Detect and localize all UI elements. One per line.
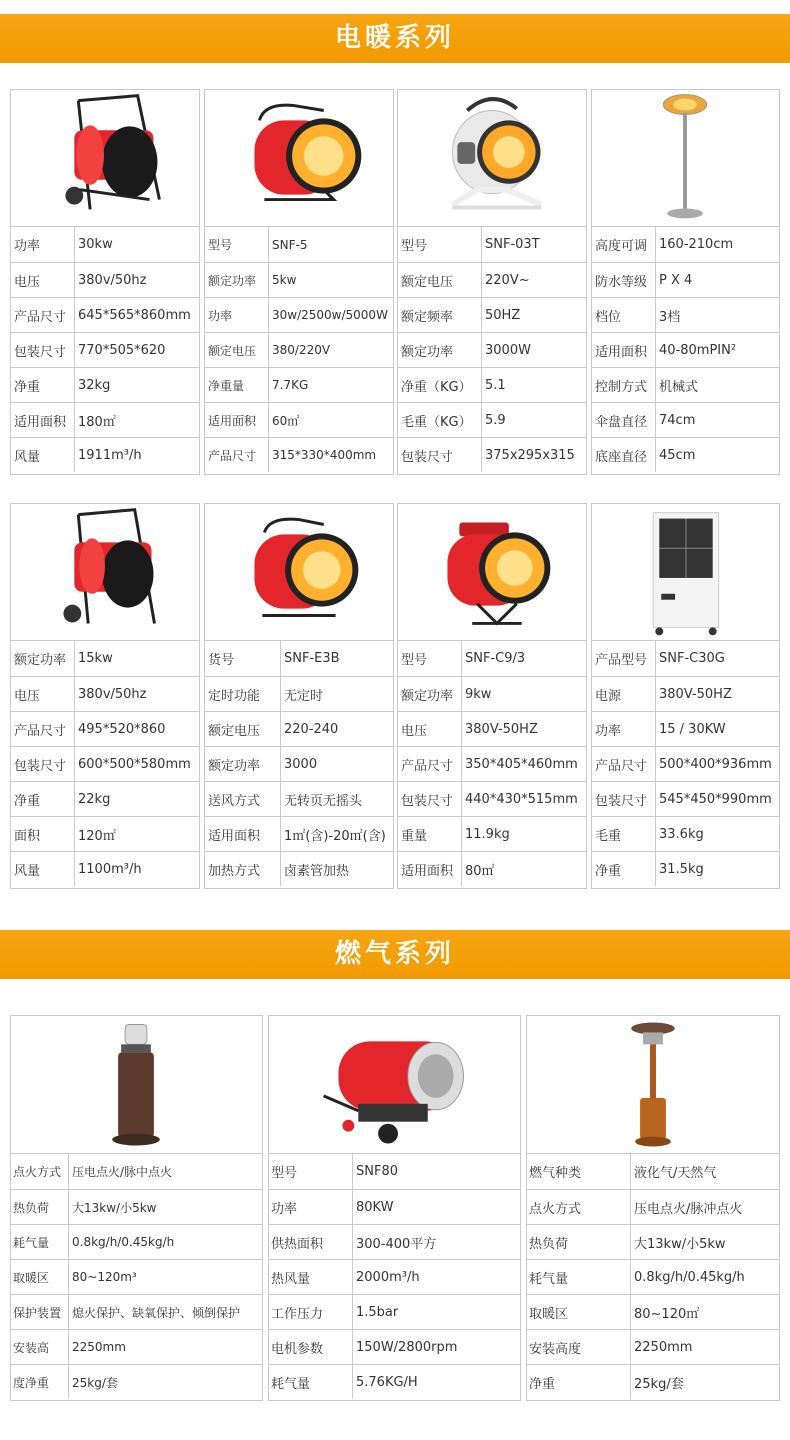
spec-value: 5.76KG/H [356,1374,418,1390]
spec-row [592,332,779,367]
spec-table [527,1154,779,1400]
spec-row [398,711,586,746]
spec-value: 80~120m³ [72,1270,137,1284]
spec-row [398,227,586,262]
spec-value: 大13kw/小5kw [72,1200,157,1215]
spec-row [592,641,779,676]
spec-value: 150W/2800rpm [356,1339,458,1355]
spec-value: 440*430*515mm [465,791,578,807]
spec-label: 适用面积 [398,852,462,886]
spec-row [11,746,199,781]
spec-value: SNF-E3B [284,651,340,666]
spec-value: 3档 [659,309,681,325]
section-title: 电暖系列 [334,23,455,53]
spec-label: 定时功能 [205,677,281,711]
spec-label: 额定电压 [398,263,482,297]
spec-value: P X 4 [659,272,693,288]
product-card-e3 [591,89,780,475]
spec-row [205,262,393,297]
spec-value: 大13kw/小5kw [634,1236,726,1252]
spec-row [205,402,393,437]
spec-label: 电源 [592,677,656,711]
spec-value: 380V-50HZ [659,686,732,702]
spec-row [205,781,393,816]
spec-value: 卤素管加热 [284,863,350,879]
spec-label: 送风方式 [205,782,281,816]
spec-value: 熄火保护、缺氧保护、倾倒保护 [72,1305,241,1320]
spec-label: 适用面积 [11,403,75,437]
spec-value: 120㎡ [78,828,116,844]
spec-label: 电压 [11,263,75,297]
product-photo [398,504,586,641]
spec-value: SNF-C30G [659,651,725,666]
spec-row [11,332,199,367]
spec-value: 15 / 30KW [659,721,726,737]
spec-value: 22kg [78,791,111,807]
spec-row [205,641,393,676]
spec-label: 净重（KG） [398,368,482,402]
spec-value: 5kw [272,273,297,287]
spec-label: 风量 [11,852,75,886]
spec-row [398,262,586,297]
product-card-e5 [204,503,394,889]
spec-row [11,297,199,332]
spec-row [592,851,779,886]
spec-row [269,1224,520,1259]
spec-row [592,746,779,781]
spec-value: 220-240 [284,721,339,737]
spec-row [592,711,779,746]
spec-value: 压电点火/脉冲点火 [634,1201,743,1217]
spec-value: 2000m³/h [356,1269,420,1285]
product-photo [11,1016,262,1154]
spec-row [269,1189,520,1224]
spec-label: 净重 [592,852,656,886]
spec-label: 额定功率 [398,677,462,711]
spec-row [205,711,393,746]
spec-row [527,1259,779,1294]
spec-value: 80KW [356,1199,394,1215]
spec-value: 160-210cm [659,237,734,252]
spec-table [11,641,199,888]
spec-label: 包装尺寸 [398,438,482,472]
spec-label: 电机参数 [269,1330,353,1364]
spec-row [269,1154,520,1189]
spec-value: 2250mm [634,1339,693,1355]
spec-row [11,1364,262,1399]
spec-row [11,402,199,437]
spec-value: 1911m³/h [78,447,142,463]
spec-value: 31.5kg [659,861,704,877]
spec-row [11,367,199,402]
spec-label: 产品尺寸 [11,712,75,746]
spec-value: 0.8kg/h/0.45kg/h [634,1269,745,1285]
spec-row [398,781,586,816]
product-photo [11,90,199,227]
spec-row [11,227,199,262]
spec-value: 380v/50hz [78,272,147,288]
spec-label: 燃气种类 [527,1154,631,1189]
product-card-g1 [268,1015,521,1401]
spec-value: 545*450*990mm [659,791,772,807]
spec-label: 功率 [592,712,656,746]
spec-value: 1.5bar [356,1304,399,1320]
spec-row [205,746,393,781]
spec-row [592,367,779,402]
spec-value: 压电点火/脉中点火 [72,1165,173,1179]
spec-value: 3000 [284,756,318,772]
spec-label: 包装尺寸 [11,747,75,781]
spec-value: 60㎡ [272,413,300,428]
spec-label: 耗气量 [11,1225,69,1259]
spec-row [527,1224,779,1259]
spec-label: 额定功率 [205,263,269,297]
spec-row [269,1364,520,1399]
spec-label: 净重量 [205,368,269,402]
product-photo [527,1016,779,1154]
spec-label: 型号 [205,227,269,262]
spec-value: 600*500*580mm [78,756,191,772]
spec-value: 380/220V [272,343,331,357]
spec-row [269,1259,520,1294]
product-photo [269,1016,520,1154]
spec-value: SNF80 [356,1164,398,1179]
spec-row [527,1329,779,1364]
product-card-e0 [10,89,200,475]
spec-label: 风量 [11,438,75,472]
spec-value: 80㎡ [465,863,495,879]
spec-label: 高度可调 [592,227,656,262]
spec-label: 毛重（KG） [398,403,482,437]
spec-label: 额定电压 [205,712,281,746]
spec-row [205,816,393,851]
spec-value: 30kw [78,237,113,252]
spec-row [205,332,393,367]
spec-label: 功率 [11,227,75,262]
spec-value: 7.7KG [272,378,309,392]
spec-label: 额定电压 [205,333,269,367]
spec-value: 5.9 [485,412,506,428]
product-photo [592,504,779,641]
spec-label: 耗气量 [527,1260,631,1294]
spec-value: 770*505*620 [78,342,166,358]
spec-row [398,851,586,886]
spec-label: 包装尺寸 [592,782,656,816]
spec-label: 货号 [205,641,281,676]
spec-row [398,367,586,402]
spec-row [592,816,779,851]
spec-value: 350*405*460mm [465,756,578,772]
spec-label: 净重 [11,368,75,402]
spec-row [205,851,393,886]
product-card-e7 [591,503,780,889]
spec-value: 495*520*860 [78,721,166,737]
spec-label: 保护装置 [11,1295,69,1329]
spec-row [398,332,586,367]
spec-row [11,851,199,886]
product-card-e6 [397,503,587,889]
spec-row [269,1329,520,1364]
spec-row [205,297,393,332]
spec-label: 点火方式 [11,1154,69,1189]
spec-row [398,297,586,332]
spec-label: 取暖区 [11,1260,69,1294]
spec-value: 32kg [78,377,111,393]
spec-label: 底座直径 [592,438,656,472]
spec-row [527,1154,779,1189]
product-card-g2 [526,1015,780,1401]
spec-value: 0.8kg/h/0.45kg/h [72,1235,175,1249]
spec-value: 80~120㎡ [634,1306,700,1322]
spec-label: 防水等级 [592,263,656,297]
spec-row [11,437,199,472]
electric-series-banner [0,14,790,63]
spec-value: SNF-5 [272,237,308,252]
spec-label: 热负荷 [527,1225,631,1259]
spec-value: 380v/50hz [78,686,147,702]
spec-row [398,641,586,676]
spec-label: 点火方式 [527,1190,631,1224]
spec-row [11,1189,262,1224]
spec-row [398,676,586,711]
product-card-g0 [10,1015,263,1401]
spec-label: 耗气量 [269,1365,353,1399]
spec-label: 伞盘直径 [592,403,656,437]
spec-row [11,781,199,816]
spec-value: 3000W [485,342,531,358]
spec-value: 25kg/套 [72,1375,118,1390]
spec-value: 33.6kg [659,826,704,842]
spec-label: 安装高度 [527,1330,631,1364]
spec-label: 额定功率 [205,747,281,781]
spec-value: 机械式 [659,379,699,395]
spec-value: 2250mm [72,1340,126,1354]
spec-label: 功率 [205,298,269,332]
spec-value: 180㎡ [78,414,116,430]
spec-label: 电压 [11,677,75,711]
section-title: 燃气系列 [334,939,455,969]
product-photo [205,504,393,641]
spec-label: 档位 [592,298,656,332]
spec-label: 控制方式 [592,368,656,402]
spec-row [592,227,779,262]
spec-row [398,437,586,472]
product-photo [398,90,586,227]
spec-row [11,1294,262,1329]
spec-row [11,1154,262,1189]
spec-label: 额定频率 [398,298,482,332]
spec-row [205,676,393,711]
spec-label: 重量 [398,817,462,851]
spec-label: 净重 [11,782,75,816]
spec-row [11,641,199,676]
spec-row [527,1364,779,1399]
spec-value: 220V~ [485,272,530,288]
spec-label: 额定功率 [11,641,75,676]
spec-row [205,437,393,472]
spec-value: 50HZ [485,307,521,323]
spec-row [11,676,199,711]
spec-label: 功率 [269,1190,353,1224]
spec-value: 45cm [659,447,696,463]
product-photo [205,90,393,227]
spec-table [205,227,393,474]
spec-label: 适用面积 [205,817,281,851]
spec-label: 工作压力 [269,1295,353,1329]
spec-table [592,641,779,888]
spec-label: 产品型号 [592,641,656,676]
spec-label: 适用面积 [592,333,656,367]
spec-value: SNF-03T [485,237,540,252]
spec-value: 315*330*400mm [272,448,377,462]
spec-row [527,1294,779,1329]
spec-label: 取暖区 [527,1295,631,1329]
product-card-e1 [204,89,394,475]
spec-label: 适用面积 [205,403,269,437]
spec-value: 5.1 [485,377,506,393]
spec-label: 电压 [398,712,462,746]
spec-row [398,746,586,781]
spec-label: 供热面积 [269,1225,353,1259]
product-card-e4 [10,503,200,889]
spec-label: 加热方式 [205,852,281,886]
spec-label: 型号 [398,641,462,676]
spec-label: 面积 [11,817,75,851]
spec-value: 380V-50HZ [465,721,538,737]
spec-table [205,641,393,888]
spec-value: 74cm [659,412,696,428]
spec-row [269,1294,520,1329]
spec-row [11,711,199,746]
spec-value: 40-80mPIN² [659,342,737,358]
spec-value: 15kw [78,651,113,666]
spec-label: 产品尺寸 [11,298,75,332]
product-card-e2 [397,89,587,475]
spec-table [398,227,586,474]
spec-table [11,227,199,474]
spec-value: 1100m³/h [78,861,142,877]
spec-value: 11.9kg [465,826,510,842]
spec-value: 无转页无摇头 [284,793,363,809]
spec-row [11,1259,262,1294]
spec-value: 25kg/套 [634,1376,684,1392]
spec-row [11,1329,262,1364]
spec-row [205,367,393,402]
spec-row [11,816,199,851]
spec-value: 300-400平方 [356,1236,437,1252]
spec-value: SNF-C9/3 [465,651,526,666]
spec-value: 30w/2500w/5000W [272,308,388,322]
spec-label: 包装尺寸 [11,333,75,367]
spec-table [592,227,779,474]
spec-value: 液化气/天然气 [634,1166,717,1181]
spec-table [398,641,586,888]
spec-row [592,297,779,332]
spec-row [205,227,393,262]
spec-table [11,1154,262,1400]
spec-label: 型号 [269,1154,353,1189]
spec-value: 645*565*860mm [78,307,191,323]
spec-label: 热风量 [269,1260,353,1294]
spec-row [592,781,779,816]
spec-value: 1㎡(含)-20㎡(含) [284,828,386,844]
spec-label: 热负荷 [11,1190,69,1224]
spec-label: 产品尺寸 [592,747,656,781]
spec-row [592,262,779,297]
spec-table [269,1154,520,1400]
spec-label: 毛重 [592,817,656,851]
spec-row [592,402,779,437]
spec-row [592,676,779,711]
spec-label: 安装高 [11,1330,69,1364]
spec-label: 净重 [527,1365,631,1399]
spec-label: 产品尺寸 [205,438,269,472]
spec-row [11,262,199,297]
spec-value: 500*400*936mm [659,756,772,772]
spec-value: 无定时 [284,688,324,704]
spec-row [11,1224,262,1259]
spec-value: 9kw [465,686,492,702]
product-photo [11,504,199,641]
spec-row [398,402,586,437]
spec-label: 型号 [398,227,482,262]
spec-label: 度净重 [11,1365,69,1399]
spec-label: 产品尺寸 [398,747,462,781]
spec-row [592,437,779,472]
gas-series-banner [0,930,790,979]
product-photo [592,90,779,227]
spec-row [398,816,586,851]
spec-label: 包装尺寸 [398,782,462,816]
spec-value: 375x295x315 [485,447,575,463]
spec-label: 额定功率 [398,333,482,367]
spec-row [527,1189,779,1224]
